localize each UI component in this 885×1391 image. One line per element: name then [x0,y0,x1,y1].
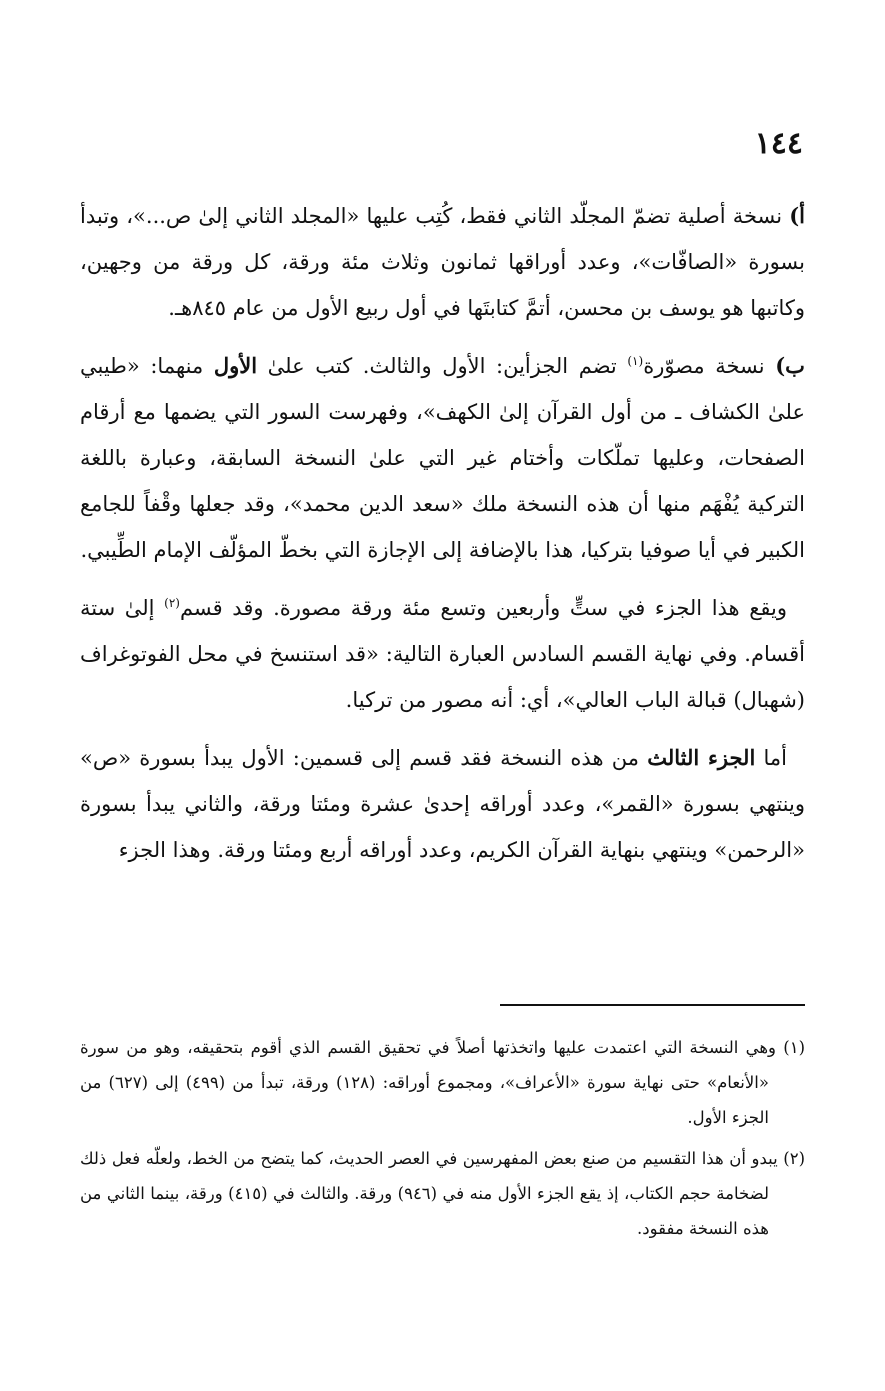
footnotes [80,1030,805,1252]
paragraph-text: نسخة مصوّرة [643,354,765,378]
page-number: ١٤٤ [754,126,803,161]
paragraph-division [80,585,805,723]
paragraph-text: تضم الجزأين: الأول والثالث. كتب علىٰ [257,354,628,378]
footnote-1 [80,1030,805,1135]
paragraph-copy-b [80,343,805,573]
footnote-2 [80,1141,805,1246]
footnote-marker: (٢) [783,1149,805,1168]
paragraph-text: إلىٰ ستة أقسام. وفي نهاية القسم السادس العبارة التالية: «قد استنسخ في محل الفوتوغراف (شهبال) قبالة الباب العالي»، أي: أنه مصور من تركيا. [80,596,805,712]
paragraph-text: من هذه النسخة فقد قسم إلى قسمين: الأول يبدأ بسورة «ص» وينتهي بسورة «القمر»، وعدد أوراقه إحدىٰ عشرة ومئتا ورقة، والثاني يبدأ بسورة «الرحمن» وينتهي بنهاية القرآن الكريم، وعدد أوراقه أربع ومئتا ورقة. وهذا الجزء [80,746,805,862]
bold-term: الجزء الثالث [647,745,756,770]
paragraph-text: نسخة أصلية تضمّ المجلّد الثاني فقط، كُتِب عليها «المجلد الثاني إلىٰ ص...»، وتبدأ بسورة «الصافّات»، وعدد أوراقها ثمانون وثلاث مئة ورقة، كل ورقة من وجهين، وكاتبها هو يوسف بن محسن، أتمَّ كتابتَها في أول ربيع الأول من عام ٨٤٥هـ. [80,204,805,320]
footnote-text: يبدو أن هذا التقسيم من صنع بعض المفهرسين في العصر الحديث، كما يتضح من الخط، ولعلّه فعل ذلك لضخامة حجم الكتاب، إذ يقع الجزء الأول منه في (٩٤٦) ورقة. والثالث في (٤١٥) ورقة، بينما الثاني من هذه النسخة مفقود. [80,1149,778,1238]
footnote-ref-2[interactable]: (٢) [164,596,180,610]
footnote-separator [500,1004,805,1006]
paragraph-copy-a [80,193,805,331]
footnote-marker: (١) [783,1038,806,1057]
footnote-text: وهي النسخة التي اعتمدت عليها واتخذتها أصلاً في تحقيق القسم الذي أقوم بتحقيقه، وهو من سورة «الأنعام» حتى نهاية سورة «الأعراف»، ومجموع أوراقه: (١٢٨) ورقة، تبدأ من (٤٩٩) إلى (٦٢٧) من الجزء الأول. [80,1038,777,1127]
paragraph-text: ويقع هذا الجزء في ستٍّ وأربعين وتسع مئة ورقة مصورة. وقد قسم [179,596,788,620]
item-label-b: ب) [775,353,805,378]
main-text [80,193,805,873]
paragraph-text: منهما: «طيبي علىٰ الكشاف ـ من أول القرآن إلىٰ الكهف»، وفهرست السور التي يضمها مع أرقام الصفحات، وعليها تملّكات وأختام غير التي علىٰ النسخة السابقة، وعبارة باللغة التركية يُفْهَم منها أن هذه النسخة ملك «سعد الدين محمد»، وقد جعلها وقْفاً للجامع الكبير في أيا صوفيا بتركيا، هذا بالإضافة إلى الإجازة التي بخطّ المؤلّف الإمام الطِّيبي. [80,354,805,562]
footnote-ref-1[interactable]: (١) [627,354,644,368]
paragraph-text: أما [755,746,787,770]
item-label-a: أ) [789,203,805,228]
paragraph-third-part [80,735,805,873]
bold-term: الأول [213,353,258,378]
